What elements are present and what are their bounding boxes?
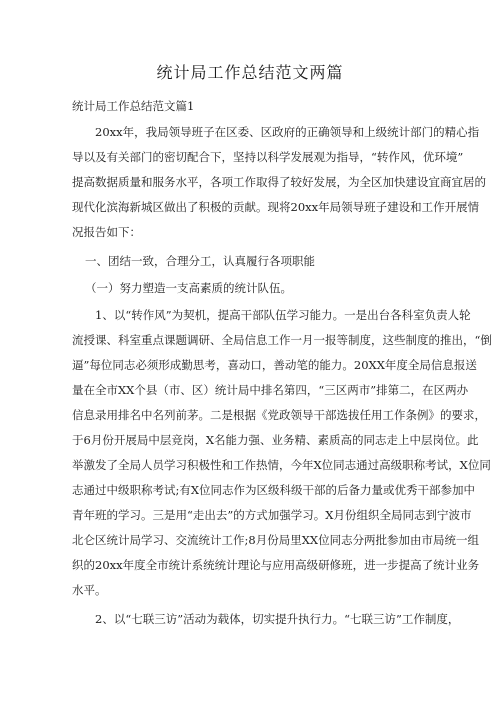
document-title: 统计局工作总结范文两篇 (156, 63, 344, 82)
body-line: 志通过中级职称考试;有X位同志作为区级科级干部的后备力量或优秀干部参加中 (72, 483, 476, 497)
body-line: 提高数据质量和服务水平，各项工作取得了较好发展，为全区加快建设宜商宜居的 (72, 175, 486, 189)
body-line: 水平。 (72, 583, 107, 597)
body-line: 举激发了全局人员学习积极性和工作热情，今年X位同志通过高级职称考试，X位同 (72, 458, 491, 472)
section-heading: 一、团结一致，合理分工，认真履行各项职能 (85, 254, 315, 268)
body-line: 现代化滨海新城区做出了积极的贡献。现将20xx年局领导班子建设和工作开展情 (72, 200, 480, 214)
body-line: 于6月份开展局中层竞岗，X名能力强、业务精、素质高的同志走上中层岗位。此 (72, 433, 479, 447)
body-line: 青年班的学习。三是用“走出去”的方式加强学习。X月份组织全局同志到宁波市 (72, 508, 472, 522)
body-line: 1、以“转作风”为契机，提高干部队伍学习能力。一是出台各科室负责人轮 (95, 308, 471, 322)
body-line: 织的20xx年度全市统计系统统计理论与应用高级研修班，进一步提高了统计业务 (72, 558, 480, 572)
subsection-heading: （一）努力塑造一支高素质的统计队伍。 (85, 281, 292, 295)
body-line: 信息录用排名中名列前茅。二是根据《党政领导干部选拔任用工作条例》的要求， (72, 408, 486, 422)
document-subtitle: 统计局工作总结范文篇1 (72, 99, 195, 113)
body-line: 20xx年，我局领导班子在区委、区政府的正确领导和上级统计部门的精心指 (95, 125, 480, 139)
body-line: 导以及有关部门的密切配合下，坚持以科学发展观为指导，“转作风，优环境” (72, 150, 464, 164)
body-line: 流授课、科室重点课题调研、全局信息工作一月一报等制度，这些制度的推出，“倒 (72, 333, 492, 347)
body-line: 量在全市XX个县（市、区）统计局中排名第四，“三区两市”排第二，在区两办 (72, 383, 469, 397)
body-line: 逼”每位同志必须形成勤思考，喜动口，善动笔的能力。20XX年度全局信息报送 (72, 358, 477, 372)
body-line: 2、以“七联三访”活动为载体，切实提升执行力。“七联三访”工作制度， (95, 612, 460, 626)
body-line: 北仑区统计局学习、交流统计工作;8月份局里XX位同志分两批参加由市局统一组 (72, 533, 480, 547)
body-line: 况报告如下： (72, 225, 141, 239)
